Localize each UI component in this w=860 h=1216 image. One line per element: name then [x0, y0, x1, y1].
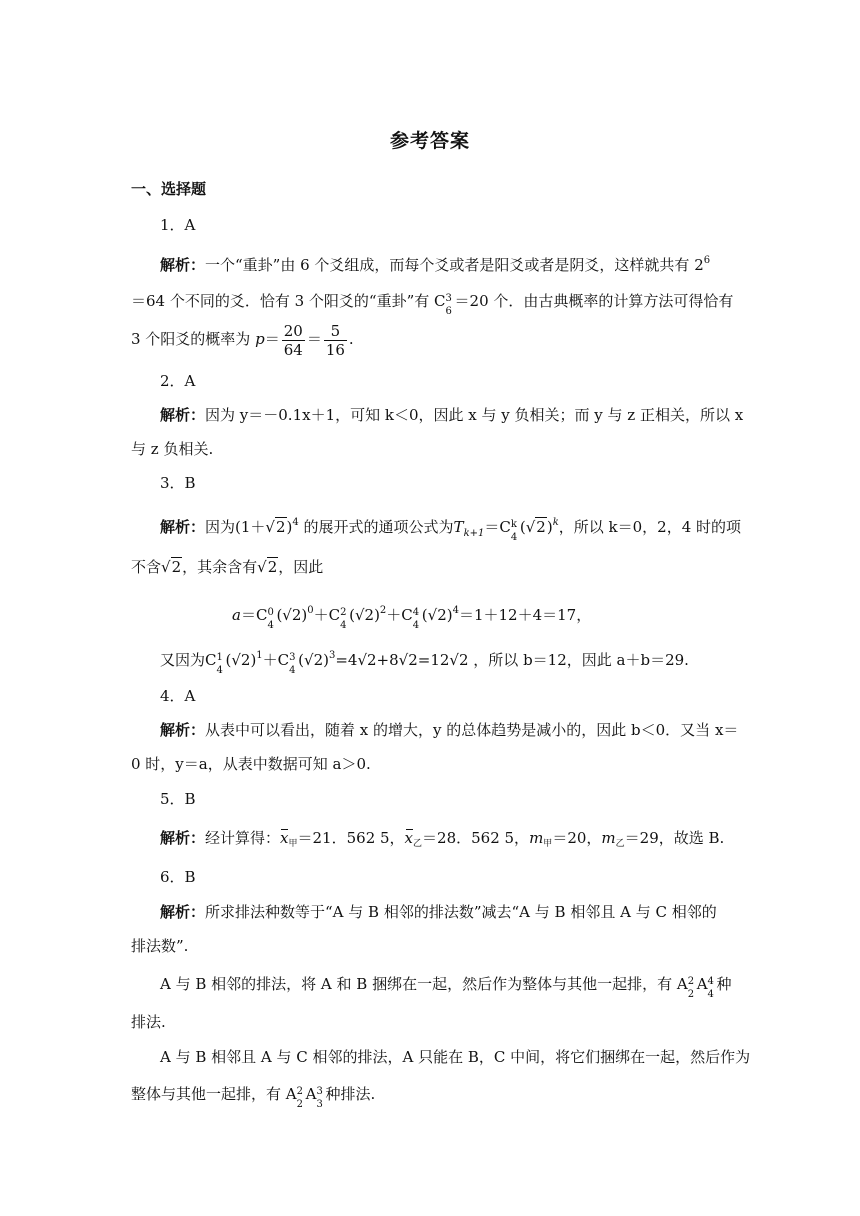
q2-analysis-line-1: 解析：因为 y＝－0.1x＋1，可知 k＜0，因此 x 与 y 负相关；而 y 与 z 正相关，所以 x	[160, 406, 744, 424]
q6-analysis-line-3: A 与 B 相邻的排法，将 A 和 B 捆绑在一起，然后作为整体与其他一起排，有 A 2 2 A 4 4 种	[160, 975, 732, 1000]
sqrt-symbol: √2	[265, 518, 286, 536]
q3-answer: 3．B	[160, 474, 196, 492]
page-title: 参考答案	[389, 130, 470, 152]
q6-answer: 6．B	[160, 868, 196, 886]
q3-analysis-line-1: 解析：因为$(1+√2)^4$ 的展开式的通项公式为$T_{k+1}=C$ k 4 $(√2)^k$，所以 k＝0，2，4 时的项	[160, 517, 742, 543]
q4-analysis-line-2: 0 时，y＝a，从表中数据可知 a＞0.	[131, 755, 371, 773]
x-bar-symbol: x	[280, 829, 289, 847]
q3-analysis-line-4: 又因为C 1 4 $(√2)^1+C$ 3 4 $(√2)^3=4√2+8√2=12√2$ ，所以 b＝12，因此 a＋b＝29.	[160, 650, 689, 676]
q3-equation: a＝C 0 4 $(√2)^0+C$ 2 4 $(√2)^2+C$ 4 4 $(√2)^4=1+12+4=17$，	[232, 605, 592, 631]
q6-analysis-line-6: 整体与其他一起排，有 A 2 2 A 3 3 种排法.	[131, 1085, 376, 1110]
q6-analysis-line-5: A 与 B 相邻且 A 与 C 相邻的排法，A 只能在 B，C 中间，将它们捆绑在一起，然后作为	[160, 1048, 751, 1066]
q4-analysis-line-1: 解析：从表中可以看出，随着 x 的增大，y 的总体趋势是减小的，因此 b＜0．又当 x＝	[160, 721, 739, 739]
fraction: $\frac{20}{64}$	[283, 321, 303, 359]
q5-analysis-line-1: 解析：经计算得：$x_甲=21$．562 5，$x_乙=28$．562 5，$m_甲=20$，$m_乙=29$，故选 B.	[160, 829, 725, 849]
q1-answer: 1．A	[160, 216, 196, 234]
q5-answer: 5．B	[160, 790, 196, 808]
q1-analysis-line-1: 解析：一个“重卦”由 6 个爻组成，而每个爻或者是阳爻或者是阴爻，这样就共有 $2^6$	[160, 255, 711, 274]
x-bar-symbol: x	[404, 829, 414, 847]
q2-answer: 2．A	[160, 372, 196, 390]
q6-analysis-line-4: 排法.	[131, 1013, 166, 1031]
q2-analysis-line-2: 与 z 负相关.	[131, 440, 214, 458]
q4-answer: 4．A	[160, 687, 196, 705]
section-heading: 一、选择题	[131, 180, 207, 198]
q3-analysis-line-2: 不含√2，其余含有√2，因此	[131, 558, 324, 576]
fraction: $\frac{5}{16}$	[325, 321, 345, 359]
q1-analysis-line-2: ＝64 个不同的爻．恰有 3 个阳爻的“重卦”有 C 3 6 ＝20 个．由古典概率的计算方法可得恰有	[131, 292, 734, 317]
q1-analysis-line-3: 3 个阳爻的概率为 p＝ $\frac{20}{64}$ ＝ $\frac{5}{16}$ .	[131, 321, 354, 359]
analysis-label: 解析：	[160, 256, 206, 274]
q6-analysis-line-2: 排法数”.	[131, 937, 189, 955]
q6-analysis-line-1: 解析：所求排法种数等于“A 与 B 相邻的排法数”减去“A 与 B 相邻且 A 与 C 相邻的	[160, 903, 717, 921]
